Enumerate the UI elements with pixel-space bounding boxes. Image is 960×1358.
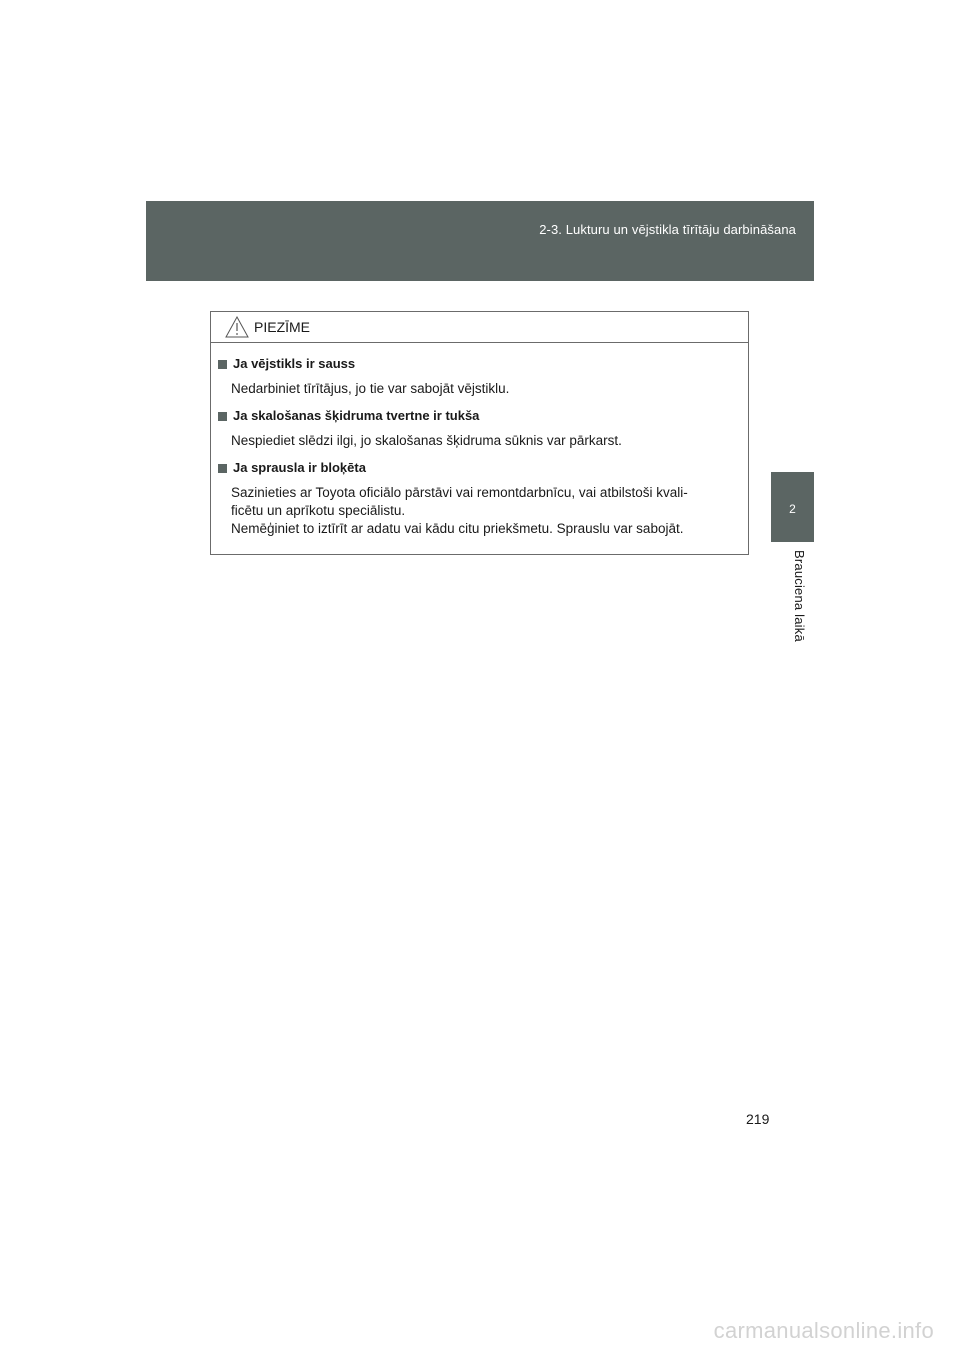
text-line: Nemēģiniet to iztīrīt ar adatu vai kādu citu priekšmetu. Sprauslu var sabojāt. [231,521,684,536]
notice-item-heading: Ja vējstikls ir sauss [233,356,356,371]
notice-title: PIEZĪME [254,319,311,335]
section-header-band [146,201,814,281]
notice-item-text [218,484,740,538]
watermark: carmanualsonline.info [713,1318,934,1343]
warning-triangle-icon [225,316,249,338]
notice-item-heading: Ja sprausla ir bloķēta [233,460,366,475]
section-title: 2-3. Lukturu un vējstikla tīrītāju darbināšana [539,222,796,237]
text-line: Nespiediet slēdzi ilgi, jo skalošanas šķidruma sūknis var pārkarst. [231,433,622,448]
notice-item-text [218,432,740,450]
notice-item-text [218,380,740,398]
notice-item [218,407,740,450]
text-line: Sazinieties ar Toyota oficiālo pārstāvi vai remontdarbnīcu, vai atbilstoši kvali- [231,485,688,500]
notice-header [211,312,748,343]
notice-body [211,343,748,538]
notice-item-heading: Ja skalošanas šķidruma tvertne ir tukša [233,408,480,423]
chapter-number: 2 [789,502,796,516]
text-line: ficētu un aprīkotu speciālistu. [231,503,406,518]
chapter-label: Brauciena laikā [792,550,807,642]
square-bullet-icon [218,360,227,369]
notice-item [218,355,740,398]
square-bullet-icon [218,464,227,473]
chapter-tab [771,472,814,542]
notice-item [218,459,740,538]
notice-box [210,311,749,555]
page-number: 219 [746,1111,770,1127]
text-line: Nedarbiniet tīrītājus, jo tie var sabojāt vējstiklu. [231,381,510,396]
square-bullet-icon [218,412,227,421]
